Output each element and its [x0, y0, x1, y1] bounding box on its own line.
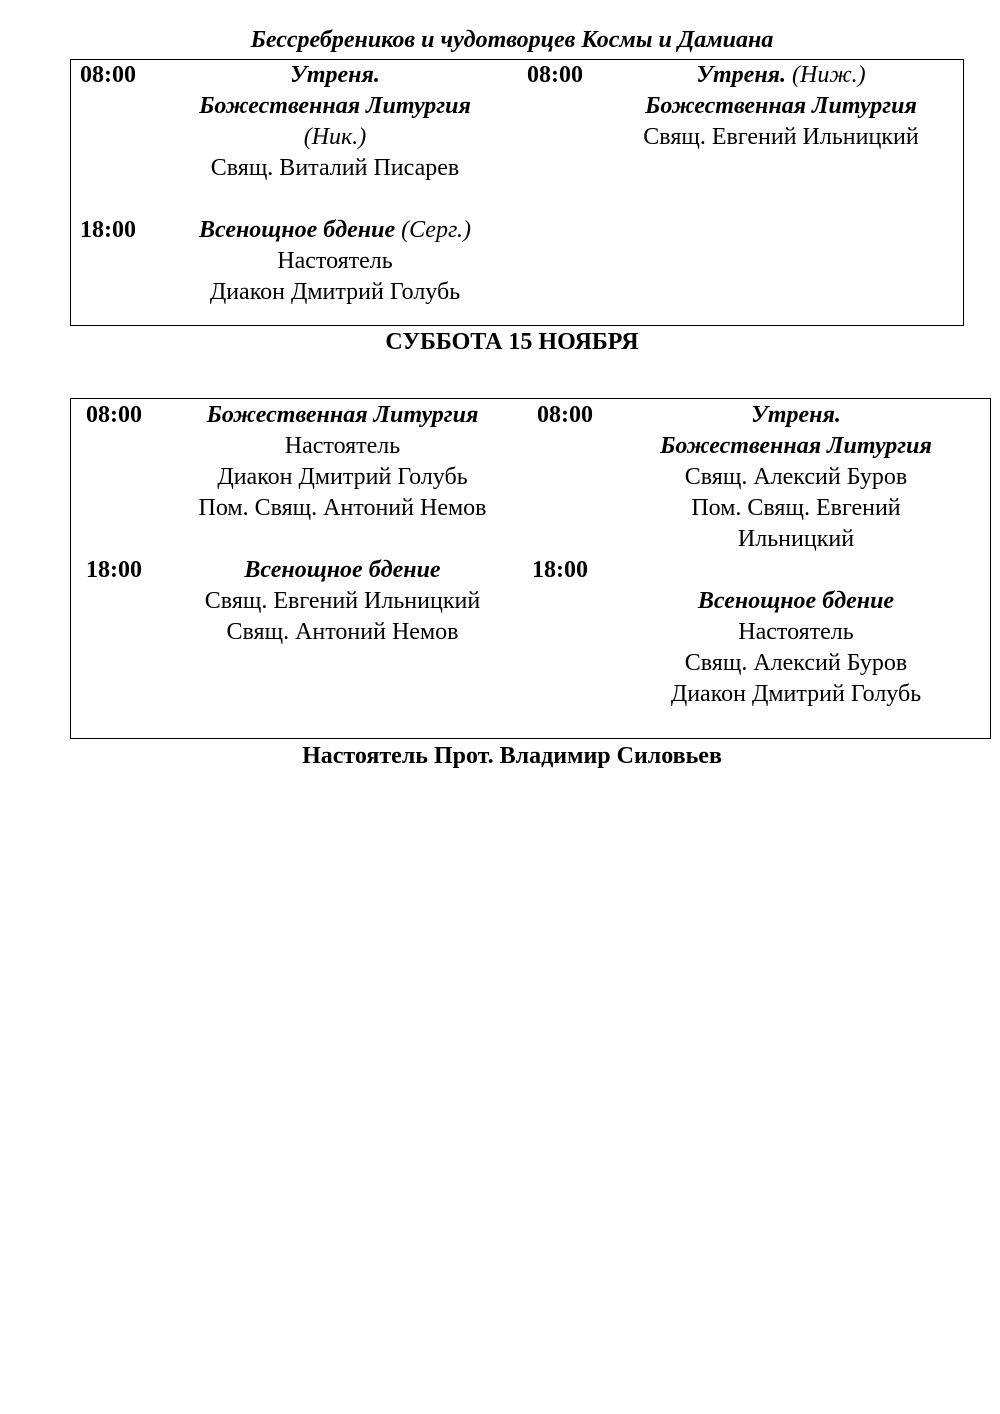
service-title: Божественная Литургия	[206, 402, 479, 428]
clergy-name: Настоятель	[277, 248, 393, 274]
service-location: (Серг.)	[401, 217, 471, 243]
feast-title: Бессребреников и чудотворцев Космы и Дамиана	[250, 27, 774, 53]
service-title: Утреня.	[696, 62, 787, 88]
service-title: Всенощное бдение	[697, 588, 895, 614]
service-block-morning-right	[630, 400, 962, 555]
clergy-name: Настоятель	[738, 619, 854, 645]
service-location: (Ник.)	[303, 124, 367, 150]
clergy-name: Пом. Свящ. Антоний Немов	[198, 495, 487, 521]
service-block-evening-left	[175, 555, 510, 648]
service-block-evening-left	[170, 215, 500, 308]
clergy-name: Настоятель	[284, 433, 401, 459]
time-evening-left: 18:00	[86, 557, 142, 583]
service-title: Утреня.	[290, 62, 380, 88]
clergy-name: Диакон Дмитрий Голубь	[670, 681, 922, 707]
clergy-name: Свящ. Алексий Буров	[684, 464, 908, 490]
clergy-name: Свящ. Антоний Немов	[226, 619, 459, 645]
service-title: Божественная Литургия	[660, 433, 932, 459]
clergy-name: Диакон Дмитрий Голубь	[217, 464, 468, 490]
signature: Настоятель Прот. Владимир Силовьев	[302, 743, 722, 769]
clergy-name: Ильницкий	[737, 526, 855, 552]
clergy-name: Свящ. Евгений Ильницкий	[643, 124, 919, 150]
time-evening-right: 18:00	[532, 557, 588, 583]
service-title: Божественная Литургия	[645, 93, 917, 119]
clergy-name: Диакон Дмитрий Голубь	[209, 279, 461, 305]
service-title: Утреня.	[751, 402, 841, 428]
clergy-name: Свящ. Виталий Писарев	[210, 155, 460, 181]
service-block-morning-left	[170, 60, 500, 184]
service-block-morning-left	[175, 400, 510, 524]
service-title: Божественная Литургия	[199, 93, 471, 119]
clergy-name: Пом. Свящ. Евгений	[691, 495, 901, 521]
service-block-morning-right	[612, 60, 950, 153]
service-title: Всенощное бдение	[198, 217, 396, 243]
service-location: (Ниж.)	[792, 62, 866, 88]
time-morning-right: 08:00	[537, 402, 593, 428]
clergy-name: Свящ. Евгений Ильницкий	[204, 588, 481, 614]
clergy-name: Свящ. Алексий Буров	[684, 650, 908, 676]
time-morning-left: 08:00	[80, 62, 136, 88]
time-morning-right: 08:00	[527, 62, 583, 88]
day-heading: СУББОТА 15 НОЯБРЯ	[385, 329, 639, 355]
time-evening-left: 18:00	[80, 217, 136, 243]
service-block-evening-right	[630, 586, 962, 710]
time-morning-left: 08:00	[86, 402, 142, 428]
service-title: Всенощное бдение	[244, 557, 441, 583]
